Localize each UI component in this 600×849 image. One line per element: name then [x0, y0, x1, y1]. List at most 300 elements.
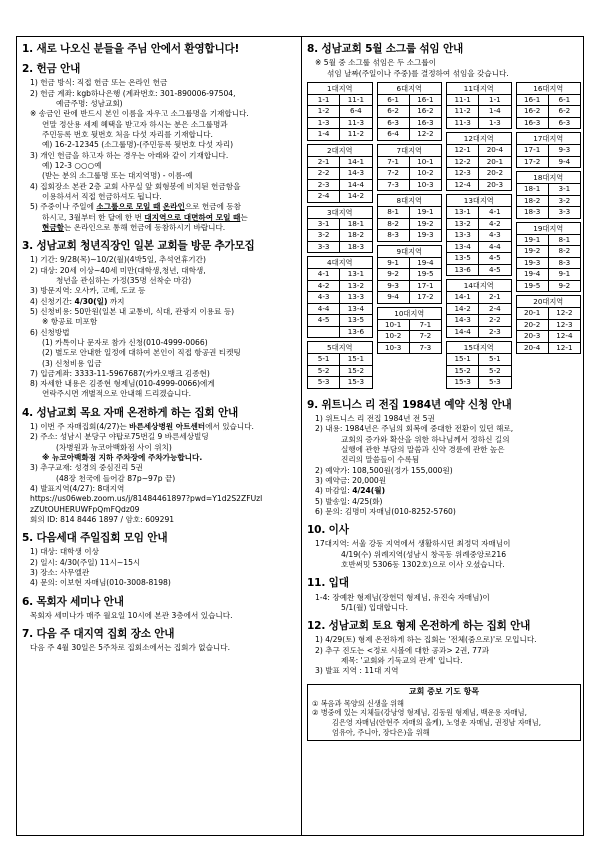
text-line: 3) 장소: 사무엘관 — [30, 567, 90, 577]
group-pair-row — [308, 327, 372, 338]
region-group-table — [446, 132, 512, 191]
region-group-table — [377, 307, 443, 355]
paired-group-code: 11-2 — [347, 129, 365, 139]
group-code: 4-1 — [308, 269, 340, 280]
paired-group-code: 2-1 — [489, 292, 501, 302]
paired-group-code: 10-3 — [417, 179, 434, 189]
paired-group-code: 11-1 — [347, 94, 365, 104]
group-pair-row — [447, 265, 511, 276]
section-japan-visit — [22, 240, 296, 400]
group-code: 20-4 — [517, 343, 549, 354]
text-line: 4) 집회장소 본관 2층 교회 사무실 앞 회형봉에 비치된 헌금함을 — [30, 181, 241, 191]
group-code: 13-4 — [447, 242, 479, 253]
paired-group-code: 19-1 — [417, 207, 434, 217]
paired-group-code: 1-3 — [489, 117, 501, 127]
group-code: 18-1 — [517, 184, 549, 195]
group-code: 17-2 — [517, 157, 549, 168]
group-code: 6-4 — [378, 129, 410, 140]
group-pair-row — [378, 118, 442, 130]
group-pair-row — [308, 129, 372, 140]
text-line: 2) 예약가: 108,500원(정가 155,000원) — [315, 465, 453, 475]
group-code: 16-3 — [517, 118, 549, 129]
text-line: 섞임 날짜(주일이나 주중)를 결정하여 섞임을 갖습니다. — [327, 68, 509, 78]
group-pair-row — [447, 145, 511, 157]
group-pair-row — [447, 207, 511, 219]
paired-group-code: 8-2 — [558, 246, 571, 256]
paired-group-code: 7-3 — [419, 342, 432, 352]
group-code: 11-1 — [447, 95, 479, 106]
group-pair-row — [378, 281, 442, 293]
column-divider — [301, 37, 302, 835]
region-title: 12대지역 — [447, 133, 511, 145]
section-title: 1. 새로 나오신 분들을 주님 안에서 환영합니다! — [22, 43, 240, 55]
text-line: 1) 대상: 대학생 이상 — [30, 547, 99, 557]
group-pair-row — [517, 246, 581, 258]
group-code: 12-2 — [447, 157, 479, 168]
group-code: 9-1 — [378, 258, 410, 269]
group-code: 2-4 — [308, 191, 340, 202]
zoom-link-cont[interactable]: zZUtOUHERUWFpQmFQdz09 — [30, 504, 140, 514]
text-line: 청년을 관심하는 가정(35명 선착순 마감) — [56, 276, 192, 286]
region-title: 17대지역 — [517, 133, 581, 145]
text-line: 예금주명: 성남교회) — [56, 99, 123, 109]
paired-group-code: 9-3 — [558, 145, 571, 155]
group-pair-row — [447, 315, 511, 327]
text-line: 예) 12-3 ○○○예 — [42, 160, 102, 170]
text-line: 1) 헌금 방식: 직접 헌금 또는 온라인 헌금 — [30, 78, 168, 88]
group-pair-row — [447, 157, 511, 169]
section-title: 8. 성남교회 5월 소그룹 섞임 안내 — [307, 43, 464, 55]
text-line: 1) 4/29(토) 형제 온전하게 하는 집회는 '전체(줌으로)'로 모입니다. — [315, 635, 537, 645]
region-title: 6대지역 — [378, 83, 442, 95]
group-pair-row — [447, 354, 511, 366]
group-pair-row — [517, 184, 581, 196]
group-code: 2-1 — [308, 157, 340, 168]
text-line: ② 병중에 있는 지체들(강낭영 형제님, 김동원 형제님, 백운용 자매님, — [312, 708, 527, 718]
text-line: 17대지역: 서울 강동 지역에서 생활하시던 최정덕 자매님이 — [315, 539, 511, 549]
paired-group-code: 20-4 — [486, 145, 504, 155]
region-title: 8대지역 — [378, 195, 442, 207]
group-code: 18-2 — [517, 196, 549, 207]
group-pair-row — [447, 304, 511, 316]
group-pair-row — [517, 320, 581, 332]
section-title: 9. 위트니스 리 전집 1984년 예약 신청 안내 — [307, 398, 512, 411]
group-pair-row — [517, 157, 581, 168]
group-code: 11-3 — [447, 118, 479, 129]
region-group-table — [516, 132, 582, 168]
paired-group-code: 17-2 — [417, 292, 434, 302]
paired-group-code: 6-4 — [350, 106, 362, 116]
group-code: 1-2 — [308, 106, 340, 117]
group-pair-row — [447, 242, 511, 254]
region-group-table — [516, 295, 582, 354]
paired-group-code: 16-3 — [417, 117, 434, 127]
paired-group-code: 4-4 — [489, 241, 501, 251]
group-code: 6-2 — [378, 106, 410, 117]
group-pair-row — [517, 95, 581, 107]
region-title: 18대지역 — [517, 172, 581, 184]
section-brothers-meeting — [307, 620, 581, 676]
group-pair-row — [517, 281, 581, 292]
group-code: 4-5 — [308, 315, 340, 326]
group-pair-row — [308, 292, 372, 304]
paired-group-code: 1-4 — [489, 106, 501, 116]
paired-group-code: 4-3 — [489, 230, 501, 240]
paired-group-code: 16-2 — [417, 106, 434, 116]
prayer-title: 교회 중보 기도 항목 — [408, 686, 480, 696]
paired-group-code: 19-2 — [417, 218, 434, 228]
group-pair-row — [447, 118, 511, 129]
paired-group-code: 2-3 — [489, 326, 501, 336]
group-code: 10-3 — [378, 343, 410, 354]
group-pair-row — [308, 230, 372, 242]
region-group-table — [446, 194, 512, 276]
text-line: 엄유아, 주니아, 장다은)을 위해 — [332, 727, 430, 737]
group-code: 13-5 — [447, 253, 479, 264]
region-group-table — [377, 144, 443, 192]
text-line: 3) 발표 지역 : 11대 지역 — [315, 666, 399, 676]
text-line: 1) 기간: 9/28(목)~10/2(월)(4박5일, 추석연휴기간) — [30, 255, 206, 265]
group-code: 6-3 — [378, 118, 410, 129]
paired-group-code: 7-2 — [419, 331, 432, 341]
group-code: 20-3 — [517, 331, 549, 342]
text-line: 1) 위트니스 리 전집 1984년 전 5권 — [315, 414, 435, 424]
emphasis: 온라인 — [162, 202, 185, 212]
group-pair-row — [517, 118, 581, 129]
group-code: 15-2 — [447, 366, 479, 377]
group-code: 5-3 — [308, 377, 340, 388]
emphasis: 현금함 — [42, 222, 65, 232]
group-code: 6-1 — [378, 95, 410, 106]
paired-group-code: 13-1 — [347, 269, 365, 279]
region-group-table — [446, 279, 512, 338]
region-group-table — [516, 82, 582, 130]
group-pair-row — [447, 230, 511, 242]
section-welcome — [22, 43, 296, 56]
paired-group-code: 18-1 — [347, 218, 365, 228]
group-code: 13-2 — [447, 219, 479, 230]
group-code: 9-2 — [378, 269, 410, 280]
group-code: 19-1 — [517, 235, 549, 246]
section-title: 3. 성남교회 청년직장인 일본 교회들 방문 추가모집 — [22, 240, 255, 253]
group-pair-row — [447, 180, 511, 191]
region-title: 2대지역 — [308, 145, 372, 157]
text-line: 3) 예약금: 20,000원 — [315, 475, 387, 485]
text-line — [22, 202, 296, 212]
region-title: 1대지역 — [308, 83, 372, 95]
group-code: 14-2 — [447, 304, 479, 315]
text-line: 다음 주 4월 30일은 5주차로 집회소에서는 집회가 없습니다. — [30, 643, 231, 653]
group-code: 4-3 — [308, 292, 340, 303]
group-code: 3-1 — [308, 219, 340, 230]
group-pair-row — [447, 377, 511, 388]
text-run: 하시고, 3월부터 한 달에 한 번 — [42, 212, 145, 222]
region-title: 16대지역 — [517, 83, 581, 95]
group-pair-row — [308, 95, 372, 107]
text-line: 2) 대상: 20세 이상~40세 미만(대학생,청년, 대학생, — [30, 265, 206, 275]
group-code: 15-1 — [447, 354, 479, 365]
text-line — [307, 486, 581, 496]
group-pair-row — [378, 168, 442, 180]
group-code: 13-6 — [447, 265, 479, 276]
text-line: 예) 16-2-12345 (소그룹명)-(주민등록 뒷번호 다섯 자리) — [42, 140, 234, 150]
group-pair-row — [308, 377, 372, 388]
group-pair-row — [308, 315, 372, 327]
group-code: 1-3 — [308, 118, 340, 129]
text-line: 3) 방문지역: 오사카, 고베, 도쿄 등 — [30, 286, 146, 296]
left-column — [22, 43, 296, 661]
group-code: 1-1 — [308, 95, 340, 106]
group-code: 8-1 — [378, 207, 410, 218]
paired-group-code: 3-3 — [558, 207, 571, 217]
paired-group-code: 9-1 — [558, 269, 571, 279]
region-group-table — [307, 341, 373, 389]
text-line: ※ 5월 중 소그룹 섞임은 두 소그룹이 — [315, 58, 437, 68]
text-line: 2) 일시: 4/30(주일) 11시~15시 — [30, 557, 141, 567]
section-title: 4. 성남교회 목요 자매 온전하게 하는 집회 안내 — [22, 406, 239, 419]
text-line: 제목: '교회와 기독교의 관계' 입니다. — [341, 656, 463, 666]
section-pastor-seminar — [22, 596, 296, 622]
region-title: 10대지역 — [378, 308, 442, 320]
text-line: 2) 내용: 1984년은 주님의 회복에 중대한 전환이 있던 해로, — [315, 424, 514, 434]
group-code: 7-1 — [378, 157, 410, 168]
group-pair-row — [308, 219, 372, 231]
section-next-week — [22, 628, 296, 654]
group-pair-row — [308, 366, 372, 378]
paired-group-code: 14-1 — [347, 156, 365, 166]
paired-group-code: 12-2 — [556, 308, 573, 318]
group-pair-row — [517, 308, 581, 320]
text-line: 3) 추구교재: 성경의 중심진리 5권 — [30, 463, 143, 473]
group-pair-row — [378, 230, 442, 241]
paired-group-code: 18-2 — [347, 230, 365, 240]
group-code: 20-1 — [517, 308, 549, 319]
section-title: 12. 성남교회 토요 형제 온전하게 하는 집회 안내 — [307, 620, 531, 633]
group-code: 12-3 — [447, 168, 479, 179]
paired-group-code: 13-3 — [347, 292, 365, 302]
paired-group-code: 20-1 — [486, 156, 504, 166]
group-code: 13-1 — [447, 207, 479, 218]
region-title: 3대지역 — [308, 207, 372, 219]
paired-group-code: 14-4 — [347, 179, 365, 189]
text-run: 1) 이번 주 자매집회(4/27)는 — [30, 422, 130, 431]
section-next-gen — [22, 532, 296, 588]
paired-group-code: 6-1 — [558, 94, 571, 104]
text-line: 5) 신청비용: 50만원(일본 내 교통비, 식대, 관광지 이용료 등) — [30, 306, 235, 316]
section-title: 5. 다음세대 주일집회 모임 안내 — [22, 532, 168, 545]
text-line: 8) 자세한 내용은 김종현 형제님(010-4999-0066)에게 — [30, 379, 215, 389]
paired-group-code: 12-1 — [556, 342, 573, 352]
prayer-box — [307, 684, 581, 741]
region-group-table — [307, 256, 373, 338]
group-pair-row — [378, 269, 442, 281]
group-column — [377, 82, 443, 392]
paired-group-code: 13-4 — [347, 303, 365, 313]
paired-group-code: 6-3 — [558, 117, 571, 127]
paired-group-code: 3-1 — [558, 184, 571, 194]
text-line: 7) 입금계좌: 3333-11-5967687(카카오뱅크 김종현) — [30, 368, 210, 378]
paired-group-code: 12-3 — [556, 319, 573, 329]
region-group-table — [307, 206, 373, 254]
region-title: 4대지역 — [308, 257, 372, 269]
group-code: 10-2 — [378, 331, 410, 342]
group-pair-row — [517, 258, 581, 270]
text-line: 6) 신청방법 — [30, 327, 70, 337]
text-run: 는 온라인으로 통해 헌금에 동참하시기 바랍니다. — [64, 222, 226, 232]
section-sisters-meeting — [22, 407, 296, 525]
region-group-table — [377, 82, 443, 141]
paired-group-code: 4-5 — [489, 264, 501, 274]
group-code: 9-4 — [378, 292, 410, 303]
group-code: 8-2 — [378, 219, 410, 230]
text-line: ※ 뉴코아백화점 지하 주차장에 주차가능합니다. — [42, 452, 203, 462]
text-line: (차병원과 뉴코아백화점 사이 위치) — [56, 442, 172, 452]
group-pair-row — [378, 95, 442, 107]
group-pair-row — [378, 331, 442, 343]
section-offering — [22, 63, 296, 233]
paired-group-code: 4-5 — [489, 253, 501, 263]
text-line: 주민등록 번호 뒷번호 처음 다섯 자리를 기재합니다. — [42, 130, 213, 140]
text-line: 4/19(수) 위례지역(성남시 창곡동 위례중앙로216 — [341, 549, 507, 559]
group-code: 16-2 — [517, 106, 549, 117]
text-line: 4) 문의: 이보현 자매님(010-3008-8198) — [30, 578, 171, 588]
text-run: 까지 — [107, 296, 125, 306]
region-title: 5대지역 — [308, 342, 372, 354]
paired-group-code: 17-1 — [417, 280, 434, 290]
text-line: 연락주시면 개별적으로 안내해 드리겠습니다. — [42, 389, 192, 399]
zoom-link[interactable]: https://us06web.zoom.us/j/81484461897?pwd=Y1d2S2ZFUzl — [30, 494, 263, 504]
group-column — [446, 82, 512, 392]
group-pair-row — [517, 207, 581, 218]
group-code: 9-3 — [378, 281, 410, 292]
paired-group-code: 4-1 — [489, 207, 501, 217]
paired-group-code: 15-3 — [347, 377, 365, 387]
paired-group-code: 9-4 — [558, 156, 571, 166]
paired-group-code: 10-2 — [417, 168, 434, 178]
group-pair-row — [378, 207, 442, 219]
text-line: 2) 헌금 계좌: kgb하나은행 (계좌번호: 301-890006-97504, — [30, 88, 236, 98]
group-pair-row — [378, 219, 442, 231]
group-grid — [307, 82, 581, 392]
group-code: 19-2 — [517, 246, 549, 257]
text-run: 으로 헌금에 동참 — [184, 202, 241, 212]
text-line — [22, 422, 296, 432]
paired-group-code: 12-4 — [556, 331, 573, 341]
group-column — [516, 82, 582, 392]
text-line: 이용하셔서 직접 헌금하셔도 됩니다. — [42, 191, 162, 201]
text-run: 5) 주중이나 주일에 — [30, 202, 97, 212]
group-code: 8-3 — [378, 230, 410, 241]
group-pair-row — [517, 343, 581, 354]
group-code: 5-2 — [308, 366, 340, 377]
group-pair-row — [447, 168, 511, 180]
section-witness-lee — [307, 399, 581, 517]
group-pair-row — [308, 191, 372, 202]
group-pair-row — [517, 235, 581, 247]
region-group-table — [377, 245, 443, 304]
group-code: 19-4 — [517, 269, 549, 280]
paired-group-code: 8-3 — [558, 257, 571, 267]
paired-group-code: 15-2 — [347, 365, 365, 375]
group-pair-row — [517, 145, 581, 157]
group-pair-row — [378, 343, 442, 354]
group-pair-row — [447, 106, 511, 118]
group-code: 17-1 — [517, 145, 549, 156]
group-code: 4-2 — [308, 281, 340, 292]
group-code: 14-3 — [447, 315, 479, 326]
group-code: 10-1 — [378, 320, 410, 331]
region-group-table — [307, 82, 373, 141]
region-title: 14대지역 — [447, 280, 511, 292]
text-line: 1-4: 장예찬 형제님(장헌덕 형제님, 유진숙 자매님)이 — [315, 592, 490, 602]
text-line: (48장 천국에 들어감 87p~97p 끝) — [56, 473, 176, 483]
group-pair-row — [308, 269, 372, 281]
group-pair-row — [378, 129, 442, 140]
text-line: 2) 주소: 성남시 분당구 야탑로75번길 9 바른세상빌딩 — [30, 432, 209, 442]
group-code: 7-3 — [378, 180, 410, 191]
deadline: 4/24(월) — [352, 486, 386, 496]
paired-group-code: 6-2 — [558, 106, 571, 116]
text-line: (3) 신청비용 입금 — [42, 358, 102, 368]
group-pair-row — [308, 118, 372, 130]
paired-group-code: 8-1 — [558, 234, 571, 244]
group-code: 3-2 — [308, 230, 340, 241]
paired-group-code: 9-2 — [558, 280, 571, 290]
group-pair-row — [378, 320, 442, 332]
right-column — [307, 43, 581, 741]
group-pair-row — [517, 331, 581, 343]
paired-group-code: 20-3 — [486, 179, 504, 189]
group-pair-row — [447, 253, 511, 265]
group-pair-row — [517, 196, 581, 208]
text-line: 5) 발송일: 4/25(화) — [315, 496, 383, 506]
text-line: 하시고, 3월부터 한 달에 한 번 대지역으로 대면하여 모일 때는 — [42, 212, 248, 222]
section-title: 10. 이사 — [307, 524, 349, 537]
group-pair-row — [308, 180, 372, 192]
group-pair-row — [447, 366, 511, 378]
paired-group-code: 13-6 — [347, 326, 365, 336]
region-group-table — [516, 222, 582, 293]
group-pair-row — [378, 106, 442, 118]
text-line — [22, 297, 296, 307]
paired-group-code: 11-3 — [347, 117, 365, 127]
text-run: 에서 있습니다. — [205, 422, 254, 431]
group-pair-row — [308, 304, 372, 316]
text-line: 김은영 자매님(안현주 자매의 올케), 노영운 자매님, 권정남 자매님, — [332, 718, 541, 728]
region-title: 19대지역 — [517, 223, 581, 235]
text-line: ※ 항공료 미포함 — [42, 317, 98, 327]
group-pair-row — [517, 106, 581, 118]
paired-group-code: 15-1 — [347, 354, 365, 364]
paired-group-code: 12-2 — [417, 129, 434, 139]
group-code: 11-2 — [447, 106, 479, 117]
text-run: 4) 마감일: — [315, 486, 353, 496]
group-pair-row — [447, 292, 511, 304]
region-title: 15대지역 — [447, 342, 511, 354]
text-line: 4) 발표지역(4/27): 8대지역 — [30, 483, 125, 493]
paired-group-code: 3-2 — [558, 195, 571, 205]
group-code: 14-1 — [447, 292, 479, 303]
region-group-table — [377, 194, 443, 242]
group-code: 2-3 — [308, 180, 340, 191]
group-code: 1-4 — [308, 129, 340, 140]
group-code: 15-3 — [447, 377, 479, 388]
paired-group-code: 18-3 — [347, 241, 365, 251]
group-pair-row — [378, 180, 442, 191]
bulletin-frame — [16, 36, 584, 836]
region-title: 11대지역 — [447, 83, 511, 95]
group-code: 13-3 — [447, 230, 479, 241]
